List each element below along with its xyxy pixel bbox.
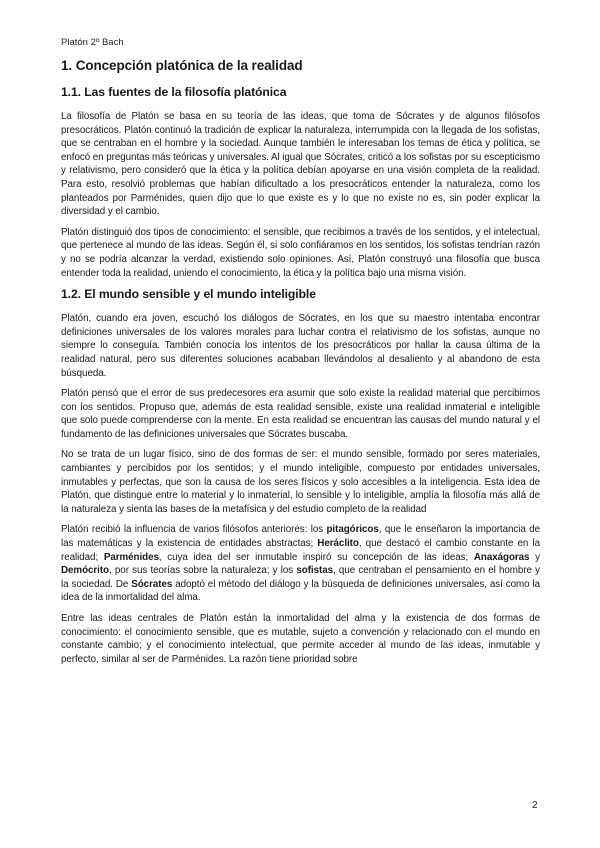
section-title: 1. Concepción platónica de la realidad <box>61 58 303 73</box>
bold-term: Heráclito <box>317 538 359 550</box>
paragraph: Entre las ideas centrales de Platón están la inmortalidad del alma y la existencia de dos formas de conocimiento: el conocimiento sensible, que es mutable, sujeto a convención y relacionado con el mundo en constante cambio; y el conocimiento intelectual, que permite acceder al mundo de las ideas, inmutable y perfecto, similar al ser de Parménides. La razón tiene prioridad sobre <box>61 613 540 665</box>
paragraph: No se trata de un lugar físico, sino de dos formas de ser: el mundo sensible, formado por seres materiales, cambiantes y percibidos por los sentidos; y el mundo inteligible, compuesto por entidades universales, inmutables y perfectas, que son la causa de los seres físicos y solo accesibles a la inteligencia. Esta idea de Platón, que distingue entre lo material y lo inmaterial, lo sensible y lo inteligible, amplía la filosofía más allá de la naturaleza y sienta las bases de la metafísica y del estudio completo de la realidad <box>61 449 540 515</box>
bold-term: Demócrito <box>61 565 109 577</box>
paragraph: Platón pensó que el error de sus predecesores era asumir que solo existe la realidad material que percibimos con los sentidos. Propuso que, además de esta realidad sensible, existe una realidad inmaterial e inteligible que solo puede comprenderse con la mente. En esta realidad se encuentran las causas del mundo natural y el fundamento de las definiciones universales que Sócrates buscaba. <box>61 388 540 440</box>
bold-term: Parménides <box>103 551 159 563</box>
bold-term: Anaxágoras <box>473 551 530 563</box>
bold-term: pitagóricos <box>326 524 379 536</box>
subsection-title-2: 1.2. El mundo sensible y el mundo inteligible <box>61 287 316 302</box>
document-body <box>61 58 540 673</box>
running-header: Platón 2º Bach <box>61 37 124 48</box>
bold-term: Sócrates <box>131 578 173 590</box>
subsection-title-1: 1.1. Las fuentes de la filosofía platónica <box>61 85 287 99</box>
paragraph: La filosofía de Platón se basa en su teoría de las ideas, que toma de Sócrates y de algunos filósofos presocráticos. Platón continuó la tradición de explicar la naturaleza, interrumpida con la llegada de los sofistas, que se centraban en el hombre y la sociedad. Aunque también le interesaban los temas de ética y política, se enfocó en preguntas más teóricas y universales. Al igual que Sócrates, criticó a los sofistas por su escepticismo y relativismo, pero consideró que la ética y la política debían apoyarse en una visión completa de la realidad. Para esto, resolvió problemas que habían dificultado a los presocráticos entender la naturaleza, como los planteados por Parménides, quien dijo que lo que existe es y lo que no existe no es, sin poder explicar la diversidad y el cambio. <box>61 111 540 218</box>
paragraph-influences: Platón recibió la influencia de varios filósofos anteriores: los pitagóricos, que le enseñaron la importancia de las matemáticas y la existencia de entidades abstractas; Heráclito, que destacó el cambio constante en la realidad; Parménides, cuya idea del ser inmutable inspiró su concepción de las ideas; Anaxágoras y Demócrito, por sus teorías sobre la naturaleza; y los sofistas, que centraban el pensamiento en el hombre y la sociedad. De Sócrates adoptó el método del diálogo y la búsqueda de definiciones universales, así como la idea de la inmortalidad del alma. <box>61 524 541 604</box>
paragraph: Platón, cuando era joven, escuchó los diálogos de Sócrates, en los que su maestro intentaba encontrar definiciones universales de los valores morales para luchar contra el relativismo de los sofistas, aunque no siempre lo conseguía. También conocía los intentos de los presocráticos por hallar la causa última de la realidad natural, pero sus diferentes soluciones acababan llevándolos al desaliento y al abandono de esta búsqueda. <box>61 313 540 379</box>
page-number: 2 <box>532 800 538 811</box>
paragraph: Platón distinguió dos tipos de conocimiento: el sensible, que recibimos a través de los sentidos, y el intelectual, que pertenece al mundo de las ideas. Según él, si solo confiáramos en los sentidos, los sofistas tendrían razón y no se podría alcanzar la verdad, existiendo solo opiniones. Así, Platón construyó una filosofía que busca entender toda la realidad, uniendo el conocimiento, la ética y la política bajo una misma visión. <box>61 226 540 279</box>
bold-term: sofistas <box>296 565 334 577</box>
